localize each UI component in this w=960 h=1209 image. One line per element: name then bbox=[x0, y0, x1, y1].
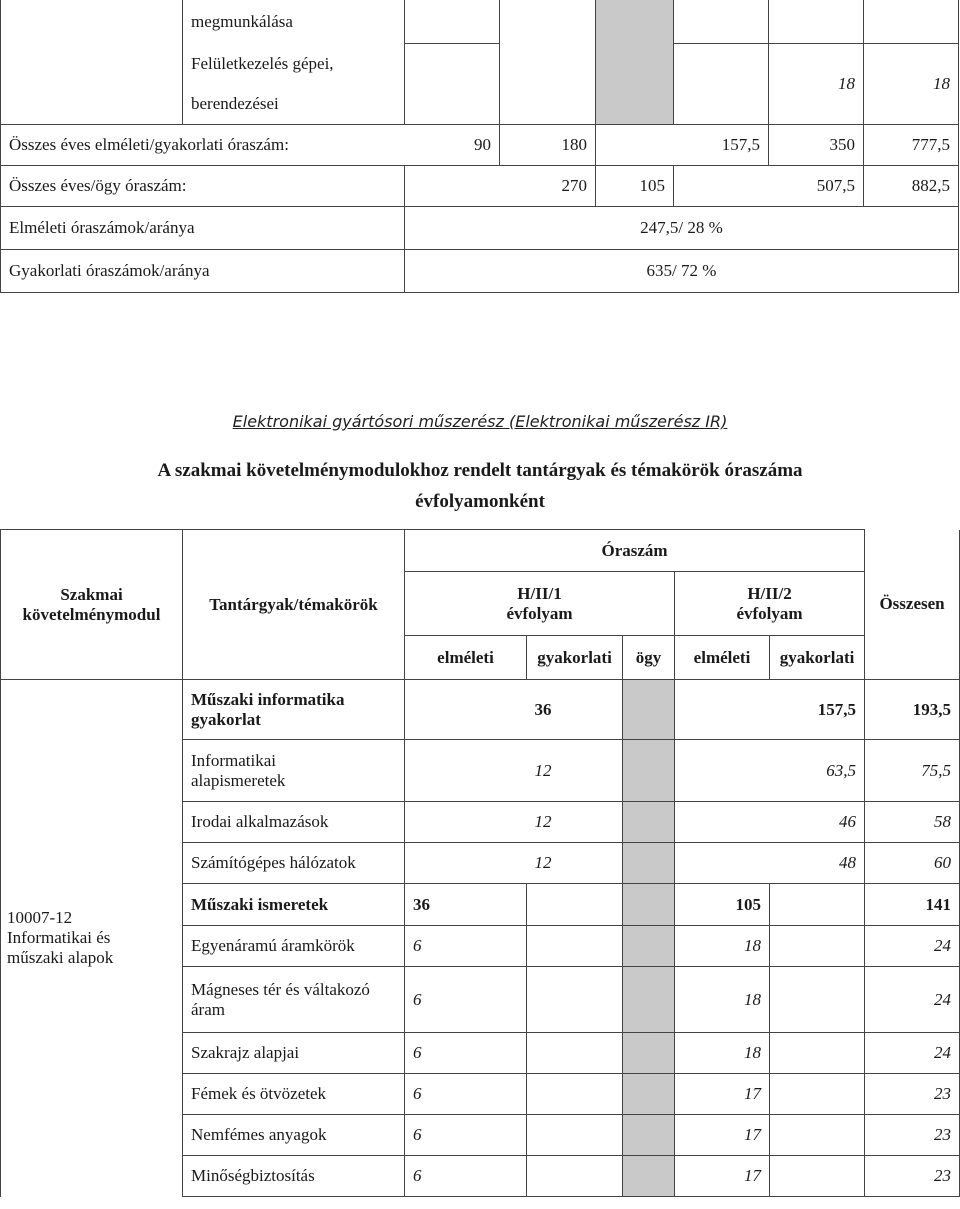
oraszam-header: Óraszám bbox=[405, 530, 865, 572]
col-total-header: Összesen bbox=[865, 530, 960, 680]
module-cell: 10007-12 Informatikai és műszaki alapok bbox=[1, 680, 183, 1197]
subtitle-line: A szakmai követelménymodulokhoz rendelt tantárgyak és témakörök óraszáma bbox=[157, 460, 803, 481]
value-cell: 17 bbox=[675, 1156, 770, 1197]
subject-text: Felületkezelés gépei, bbox=[191, 53, 334, 73]
value-cell: 24 bbox=[865, 926, 960, 967]
value-cell: 18 bbox=[675, 967, 770, 1033]
summary-label: Összes éves elméleti/gyakorlati óraszám: bbox=[1, 124, 405, 165]
subheader-elmeleti: elméleti bbox=[675, 636, 770, 680]
value-cell: 90 bbox=[405, 124, 500, 165]
value-cell: 6 bbox=[405, 967, 527, 1033]
value-cell: 105 bbox=[675, 884, 770, 926]
subheader-gyakorlati: gyakorlati bbox=[527, 636, 623, 680]
subject-cell: Műszaki informatika gyakorlat bbox=[183, 680, 405, 740]
value-cell: 46 bbox=[675, 802, 865, 843]
subheader-elmeleti: elméleti bbox=[405, 636, 527, 680]
value-cell: 17 bbox=[675, 1115, 770, 1156]
subject-cell: Számítógépes hálózatok bbox=[183, 843, 405, 884]
value-cell: 75,5 bbox=[865, 740, 960, 802]
subject-text: berendezései bbox=[191, 93, 279, 113]
ratio-cell: 247,5/ 28 % bbox=[405, 206, 959, 249]
subject-cell: Informatikai alapismeretek bbox=[183, 740, 405, 802]
value-cell: 270 bbox=[405, 165, 596, 206]
subject-cell: Nemfémes anyagok bbox=[183, 1115, 405, 1156]
value-cell: 18 bbox=[675, 1033, 770, 1074]
value-cell: 23 bbox=[865, 1115, 960, 1156]
value-cell: 24 bbox=[865, 967, 960, 1033]
subject-cell: Fémek és ötvözetek bbox=[183, 1074, 405, 1115]
col-subjects-header: Tantárgyak/témakörök bbox=[183, 530, 405, 680]
subject-cell: Irodai alkalmazások bbox=[183, 802, 405, 843]
value-cell: 36 bbox=[527, 680, 623, 740]
subtitle-line: évfolyamonként bbox=[415, 491, 545, 512]
value-cell: 6 bbox=[405, 1033, 527, 1074]
subject-text: megmunkálása bbox=[191, 11, 293, 31]
value-cell: 36 bbox=[405, 884, 527, 926]
value-cell: 141 bbox=[865, 884, 960, 926]
value-cell: 6 bbox=[405, 1156, 527, 1197]
summary-label: Összes éves/ögy óraszám: bbox=[1, 165, 405, 206]
value-cell: 193,5 bbox=[865, 680, 960, 740]
value-cell: 17 bbox=[675, 1074, 770, 1115]
value-cell: 777,5 bbox=[864, 124, 959, 165]
year1-header: H/II/1 évfolyam bbox=[405, 572, 675, 636]
year2-header: H/II/2 évfolyam bbox=[675, 572, 865, 636]
value-cell: 350 bbox=[769, 124, 864, 165]
value-cell: 882,5 bbox=[864, 165, 959, 206]
value-cell: 180 bbox=[500, 124, 596, 165]
ratio-cell: 635/ 72 % bbox=[405, 249, 959, 292]
hours-table bbox=[0, 529, 960, 1197]
value-cell: 48 bbox=[675, 843, 865, 884]
summary-table bbox=[0, 0, 959, 293]
subheader-ogy: ögy bbox=[623, 636, 675, 680]
subject-cell bbox=[183, 0, 405, 44]
value-cell: 23 bbox=[865, 1074, 960, 1115]
value-cell: 12 bbox=[527, 843, 623, 884]
value-cell: 60 bbox=[865, 843, 960, 884]
value-cell: 157,5 bbox=[596, 124, 769, 165]
subject-cell: Műszaki ismeretek bbox=[183, 884, 405, 926]
value-cell: 18 bbox=[864, 44, 959, 125]
module-cell-empty bbox=[1, 0, 183, 44]
value-cell: 24 bbox=[865, 1033, 960, 1074]
value-cell: 6 bbox=[405, 926, 527, 967]
value-cell: 23 bbox=[865, 1156, 960, 1197]
value-cell: 12 bbox=[527, 740, 623, 802]
summary-label: Elméleti óraszámok/aránya bbox=[1, 206, 405, 249]
subject-cell: Mágneses tér és váltakozó áram bbox=[183, 967, 405, 1033]
value-cell: 18 bbox=[675, 926, 770, 967]
summary-label: Gyakorlati óraszámok/aránya bbox=[1, 249, 405, 292]
value-cell: 6 bbox=[405, 1115, 527, 1156]
value-cell: 157,5 bbox=[675, 680, 865, 740]
col-module-header: Szakmai követelménymodul bbox=[1, 530, 183, 680]
value-cell: 105 bbox=[596, 165, 674, 206]
subject-cell: Szakrajz alapjai bbox=[183, 1033, 405, 1074]
document-title: Elektronikai gyártósori műszerész (Elektronikai műszerész IR) bbox=[232, 412, 728, 431]
subheader-gyakorlati: gyakorlati bbox=[770, 636, 865, 680]
value-cell: 63,5 bbox=[675, 740, 865, 802]
value-cell: 18 bbox=[769, 44, 864, 125]
value-cell: 58 bbox=[865, 802, 960, 843]
subject-cell bbox=[183, 44, 405, 125]
subject-cell: Minőségbiztosítás bbox=[183, 1156, 405, 1197]
value-cell: 12 bbox=[527, 802, 623, 843]
value-cell: 507,5 bbox=[674, 165, 864, 206]
value-cell: 6 bbox=[405, 1074, 527, 1115]
subject-cell: Egyenáramú áramkörök bbox=[183, 926, 405, 967]
document-subtitle bbox=[0, 455, 960, 517]
